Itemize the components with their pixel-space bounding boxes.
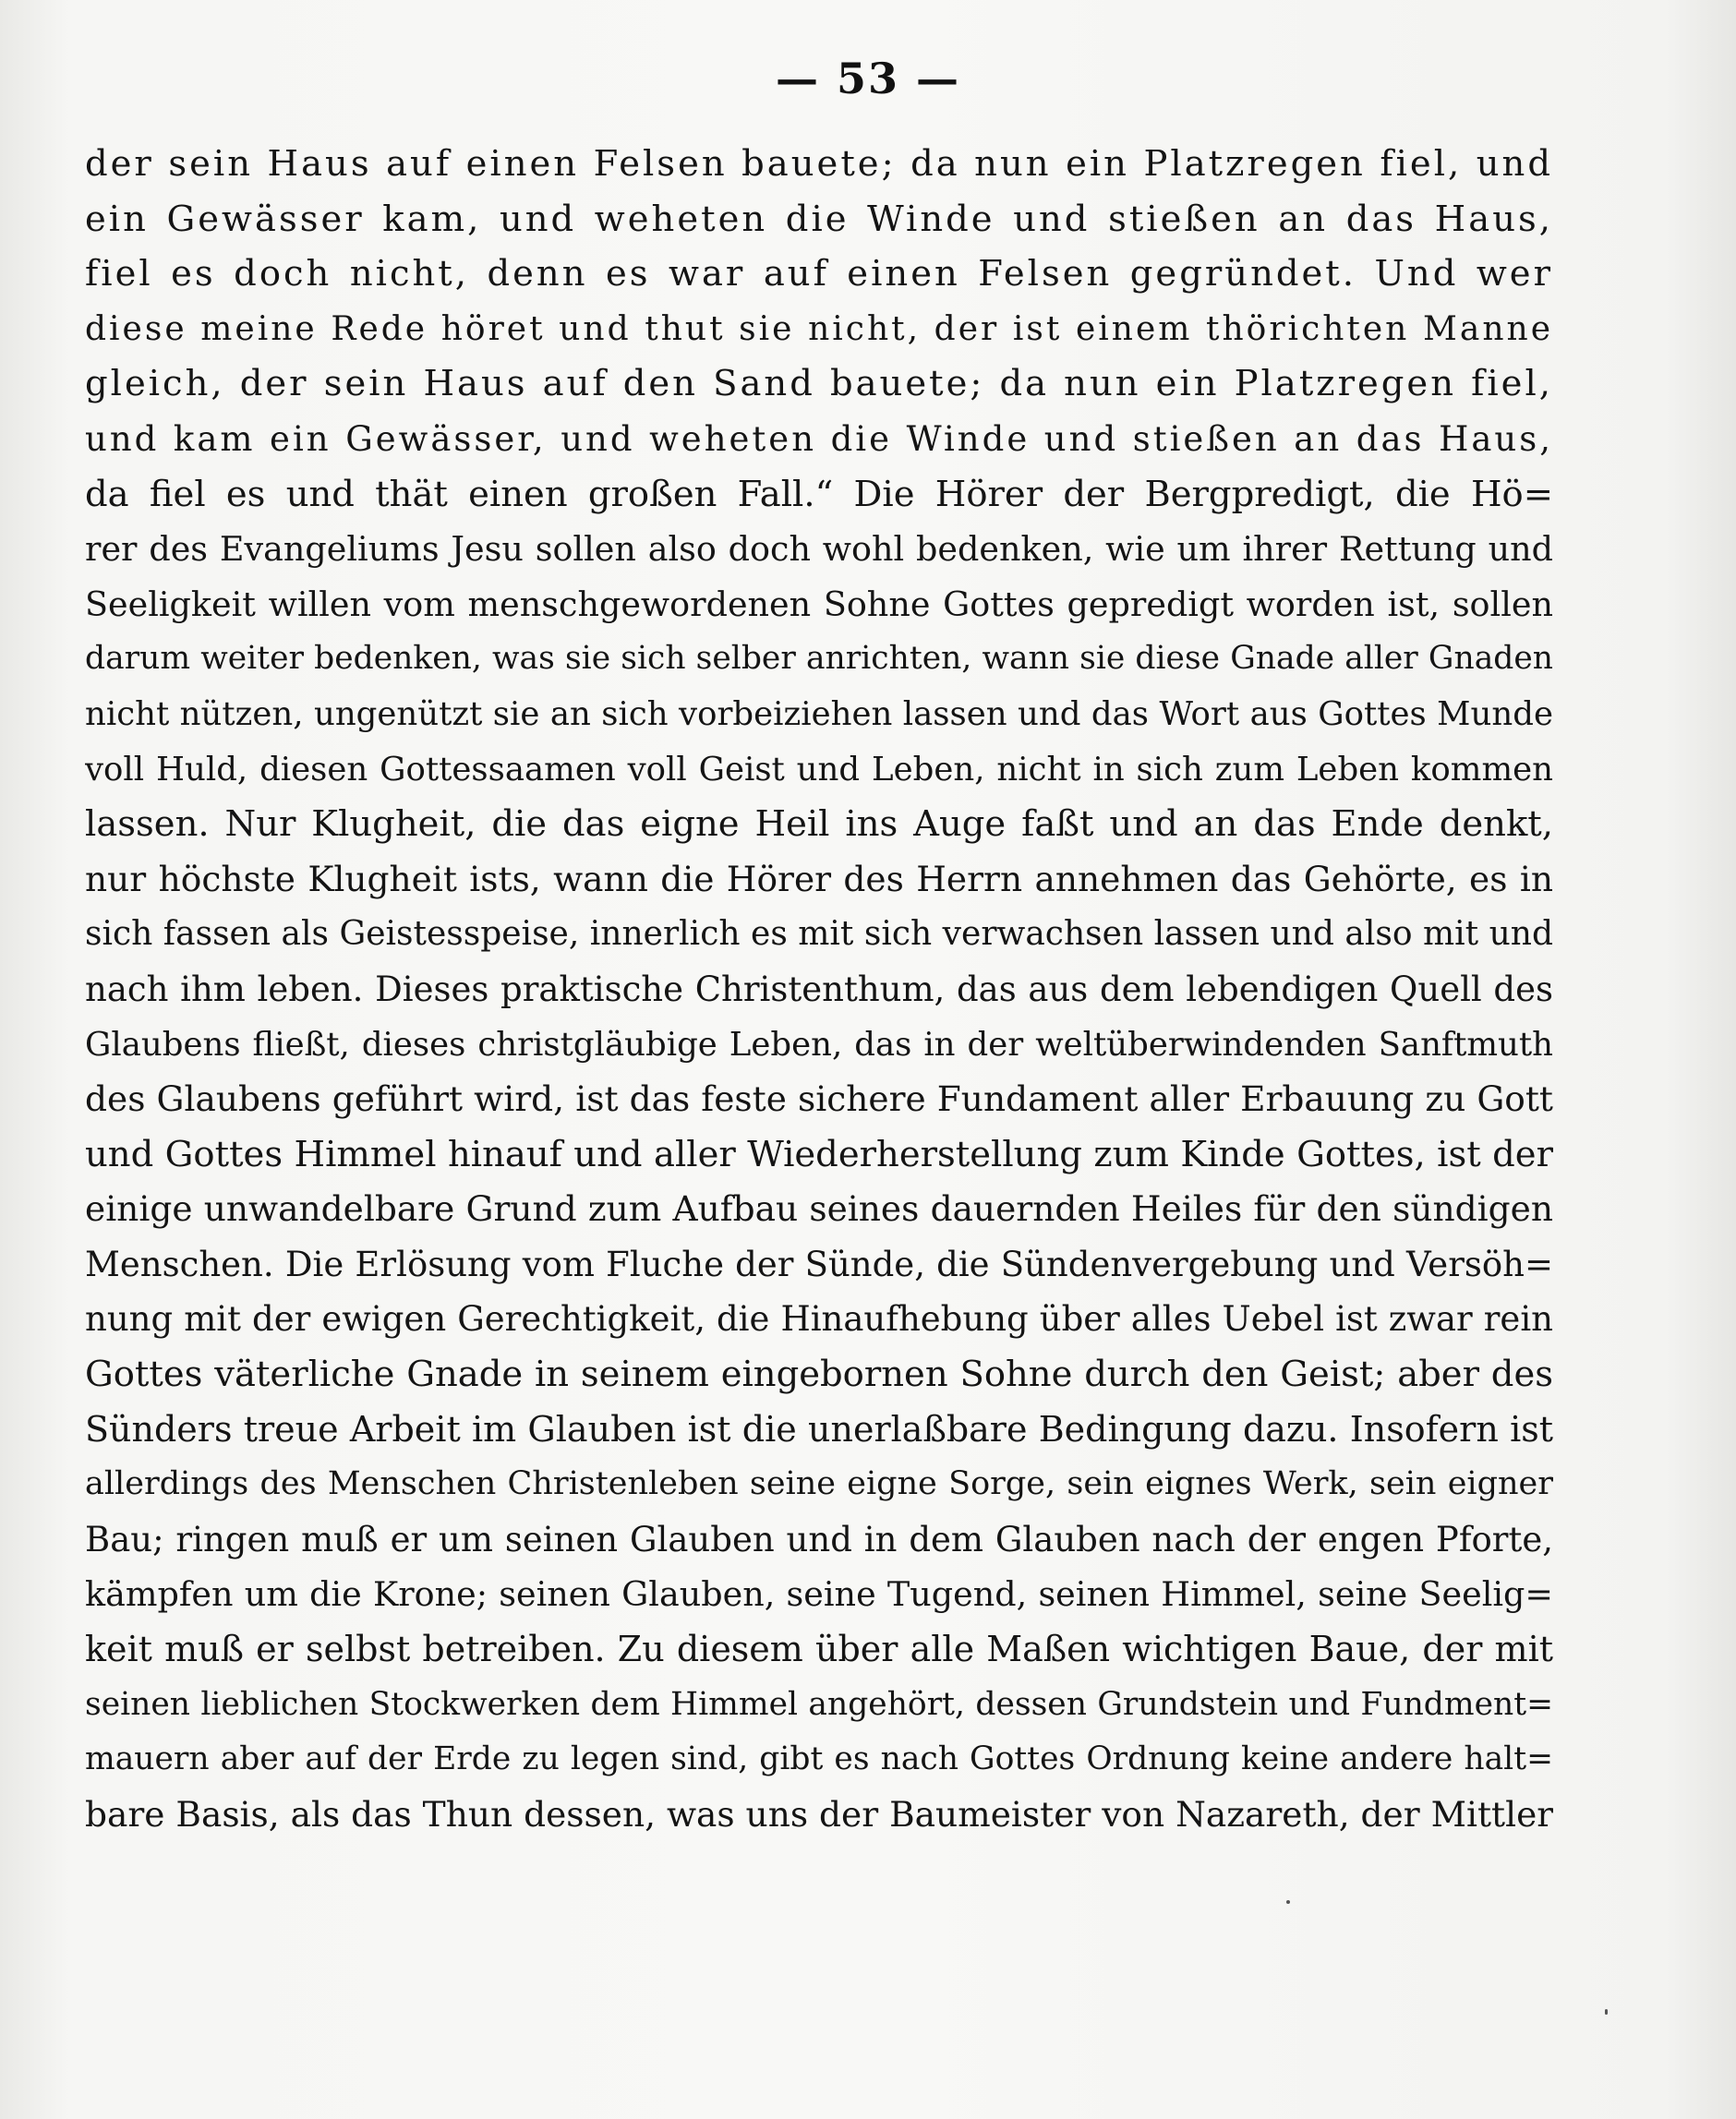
ink-speck bbox=[1286, 1900, 1290, 1904]
text-line: diese meine Rede höret und thut sie nicht, der ist einem thörichten Manne bbox=[85, 309, 1553, 348]
text-line: bare Basis, als das Thun dessen, was uns der Baumeister von Nazareth, der Mittler bbox=[85, 1793, 1553, 1835]
text-line: sich fassen als Geistesspeise, innerlich es mit sich verwachsen lassen und also mit und bbox=[85, 915, 1553, 954]
text-line: und Gottes Himmel hinauf und aller Wiederherstellung zum Kinde Gottes, ist der bbox=[85, 1133, 1553, 1175]
text-line: voll Huld, diesen Gottessaamen voll Geist und Leben, nicht in sich zum Leben kommen bbox=[85, 750, 1553, 789]
text-line: Bau; ringen muß er um seinen Glauben und in dem Glauben nach der engen Pforte, bbox=[85, 1519, 1553, 1559]
text-line: der sein Haus auf einen Felsen bauete; da nun ein Platzregen fiel, und bbox=[85, 143, 1553, 185]
text-line: allerdings des Menschen Christenleben seine eigne Sorge, sein eignes Werk, sein eigner bbox=[85, 1465, 1553, 1503]
text-line: Glaubens fließt, dieses christgläubige Leben, das in der weltüberwindenden Sanftmuth bbox=[85, 1025, 1553, 1064]
text-line: gleich, der sein Haus auf den Sand bauete; da nun ein Platzregen fiel, bbox=[85, 363, 1553, 405]
text-line: kämpfen um die Krone; seinen Glauben, seine Tugend, seinen Himmel, seine Seelig= bbox=[85, 1574, 1553, 1615]
text-line: des Glaubens geführt wird, ist das feste sichere Fundament aller Erbauung zu Gott bbox=[85, 1078, 1553, 1120]
text-line: nicht nützen, ungenützt sie an sich vorbeiziehen lassen und das Wort aus Gottes Munde bbox=[85, 694, 1553, 733]
page-number: — 53 — bbox=[775, 54, 961, 103]
text-line: Menschen. Die Erlösung vom Fluche der Sünde, die Sündenvergebung und Versöh= bbox=[85, 1244, 1553, 1284]
text-line: mauern aber auf der Erde zu legen sind, gibt es nach Gottes Ordnung keine andere halt= bbox=[85, 1740, 1553, 1778]
text-line: rer des Evangeliums Jesu sollen also doch wohl bedenken, wie um ihrer Rettung und bbox=[85, 529, 1553, 570]
text-line: nung mit der ewigen Gerechtigkeit, die Hinaufhebung über alles Uebel ist zwar rein bbox=[85, 1299, 1553, 1340]
text-line: nach ihm leben. Dieses praktische Christenthum, das aus dem lebendigen Quell des bbox=[85, 969, 1553, 1009]
ink-speck bbox=[1605, 2009, 1608, 2015]
text-line: ein Gewässer kam, und weheten die Winde und stießen an das Haus, bbox=[85, 198, 1553, 240]
text-line: nur höchste Klugheit ists, wann die Hörer des Herrn annehmen das Gehörte, es in bbox=[85, 858, 1553, 899]
text-line: fiel es doch nicht, denn es war auf einen Felsen gegründet. Und wer bbox=[85, 253, 1553, 295]
text-line: Seeligkeit willen vom menschgewordenen Sohne Gottes gepredigt worden ist, sollen bbox=[85, 584, 1553, 624]
text-line: und kam ein Gewässer, und weheten die Winde und stießen an das Haus, bbox=[85, 418, 1553, 459]
text-line: einige unwandelbare Grund zum Aufbau seines dauernden Heiles für den sündigen bbox=[85, 1188, 1553, 1230]
body-text bbox=[85, 137, 1553, 1842]
text-line: keit muß er selbst betreiben. Zu diesem über alle Maßen wichtigen Baue, der mit bbox=[85, 1629, 1553, 1670]
text-line: Sünders treue Arbeit im Glauben ist die unerlaßbare Bedingung dazu. Insofern ist bbox=[85, 1408, 1553, 1450]
text-line: seinen lieblichen Stockwerken dem Himmel angehört, dessen Grundstein und Fundment= bbox=[85, 1685, 1553, 1723]
text-line: Gottes väterliche Gnade in seinem eingebornen Sohne durch den Geist; aber des bbox=[85, 1354, 1553, 1396]
text-line: da fiel es und thät einen großen Fall.“ Die Hörer der Bergpredigt, die Hö= bbox=[85, 473, 1553, 515]
text-line: darum weiter bedenken, was sie sich selber anrichten, wann sie diese Gnade aller Gnaden bbox=[85, 640, 1553, 678]
text-line: lassen. Nur Klugheit, die das eigne Heil ins Auge faßt und an das Ende denkt, bbox=[85, 803, 1553, 846]
